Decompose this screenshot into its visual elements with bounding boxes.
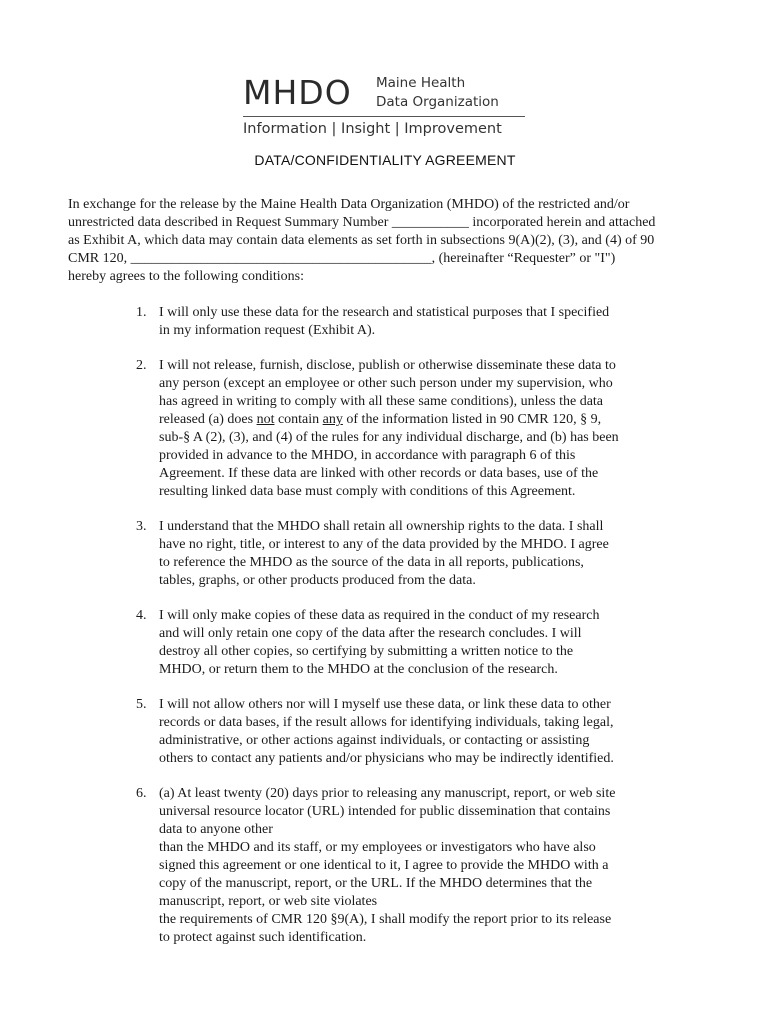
logo-org-line1: Maine Health bbox=[376, 75, 466, 91]
item-line: to reference the MHDO as the source of the data in all reports, publications, bbox=[159, 555, 584, 570]
item-line: I will only make copies of these data as required in the conduct of my research bbox=[159, 608, 600, 623]
logo-acronym: MHDO bbox=[243, 73, 352, 112]
item-line: universal resource locator (URL) intended for public dissemination that contains bbox=[159, 804, 611, 819]
item-number: 1. bbox=[136, 305, 147, 320]
item-line: tables, graphs, or other products produced from the data. bbox=[159, 573, 476, 588]
item-line: I will not release, furnish, disclose, publish or otherwise disseminate these data to bbox=[159, 358, 616, 373]
item-number: 6. bbox=[136, 786, 147, 801]
condition-item-2 bbox=[136, 357, 676, 501]
intro-line: CMR 120, ___________________________________________, (hereinafter “Requester” or "I") bbox=[68, 251, 616, 266]
condition-item-6 bbox=[136, 785, 676, 947]
item-line: I will not allow others nor will I myself use these data, or link these data to other bbox=[159, 697, 611, 712]
item-line: (a) At least twenty (20) days prior to releasing any manuscript, report, or web site bbox=[159, 786, 616, 801]
item-number: 4. bbox=[136, 608, 147, 623]
item-line: I will only use these data for the research and statistical purposes that I specified bbox=[159, 305, 610, 320]
item-line: sub-§ A (2), (3), and (4) of the rules for any individual discharge, and (b) has been bbox=[159, 430, 619, 445]
item-line: any person (except an employee or other such person under my supervision, who bbox=[159, 376, 613, 391]
emphasis-not: not bbox=[256, 412, 275, 427]
item-number: 5. bbox=[136, 697, 147, 712]
item-line-with-emphasis bbox=[159, 411, 676, 429]
condition-item-4 bbox=[136, 607, 676, 679]
logo-org-name bbox=[376, 74, 499, 112]
condition-item-1 bbox=[136, 304, 676, 340]
logo-org-line2: Data Organization bbox=[376, 94, 499, 110]
condition-item-5 bbox=[136, 696, 676, 768]
logo-divider bbox=[243, 116, 525, 117]
intro-paragraph bbox=[68, 196, 718, 286]
item-line: MHDO, or return them to the MHDO at the conclusion of the research. bbox=[159, 662, 558, 677]
condition-item-3 bbox=[136, 518, 676, 590]
intro-line: hereby agrees to the following conditions: bbox=[68, 269, 304, 284]
item-line: than the MHDO and its staff, or my employees or investigators who have also bbox=[159, 840, 596, 855]
mhdo-logo bbox=[243, 72, 533, 142]
item-line: others to contact any patients and/or physicians who may be indirectly identified. bbox=[159, 751, 614, 766]
item-line: provided in advance to the MHDO, in accordance with paragraph 6 of this bbox=[159, 448, 576, 463]
item-line: destroy all other copies, so certifying by submitting a written notice to the bbox=[159, 644, 574, 659]
intro-line: as Exhibit A, which data may contain data elements as set forth in subsections 9(A)(2), (3), and (4) of 90 bbox=[68, 233, 655, 248]
item-line: administrative, or other actions against individuals, or contacting or assisting bbox=[159, 733, 590, 748]
document-title: DATA/CONFIDENTIALITY AGREEMENT bbox=[254, 152, 516, 168]
item-line: Agreement. If these data are linked with other records or data bases, use of the bbox=[159, 466, 599, 481]
intro-line: unrestricted data described in Request Summary Number ___________ incorporated herein and attached bbox=[68, 215, 656, 230]
conditions-list bbox=[136, 304, 676, 964]
item-line: to protect against such identification. bbox=[159, 930, 367, 945]
item-line: resulting linked data base must comply with conditions of this Agreement. bbox=[159, 484, 576, 499]
item-line: and will only retain one copy of the data after the research concludes. I will bbox=[159, 626, 582, 641]
item-line: have no right, title, or interest to any of the data provided by the MHDO. I agree bbox=[159, 537, 609, 552]
item-line: the requirements of CMR 120 §9(A), I shall modify the report prior to its release bbox=[159, 912, 612, 927]
item-line: manuscript, report, or web site violates bbox=[159, 894, 378, 909]
item-text: of the information listed in 90 CMR 120, § 9, bbox=[342, 412, 602, 427]
item-line: signed this agreement or one identical to it, I agree to provide the MHDO with a bbox=[159, 858, 609, 873]
item-line: records or data bases, if the result allows for identifying individuals, taking legal, bbox=[159, 715, 614, 730]
item-line: copy of the manuscript, report, or the URL. If the MHDO determines that the bbox=[159, 876, 593, 891]
item-text: contain bbox=[274, 412, 323, 427]
item-line: I understand that the MHDO shall retain all ownership rights to the data. I shall bbox=[159, 519, 604, 534]
item-line: has agreed in writing to comply with all these same conditions), unless the data bbox=[159, 394, 604, 409]
logo-tagline: Information | Insight | Improvement bbox=[243, 121, 502, 137]
item-number: 3. bbox=[136, 519, 147, 534]
item-line: data to anyone other bbox=[159, 822, 273, 837]
intro-line: In exchange for the release by the Maine Health Data Organization (MHDO) of the restricted and/or bbox=[68, 197, 630, 212]
item-number: 2. bbox=[136, 358, 147, 373]
emphasis-any: any bbox=[322, 412, 343, 427]
item-text: released (a) does bbox=[159, 412, 257, 427]
item-line: in my information request (Exhibit A). bbox=[159, 323, 376, 338]
